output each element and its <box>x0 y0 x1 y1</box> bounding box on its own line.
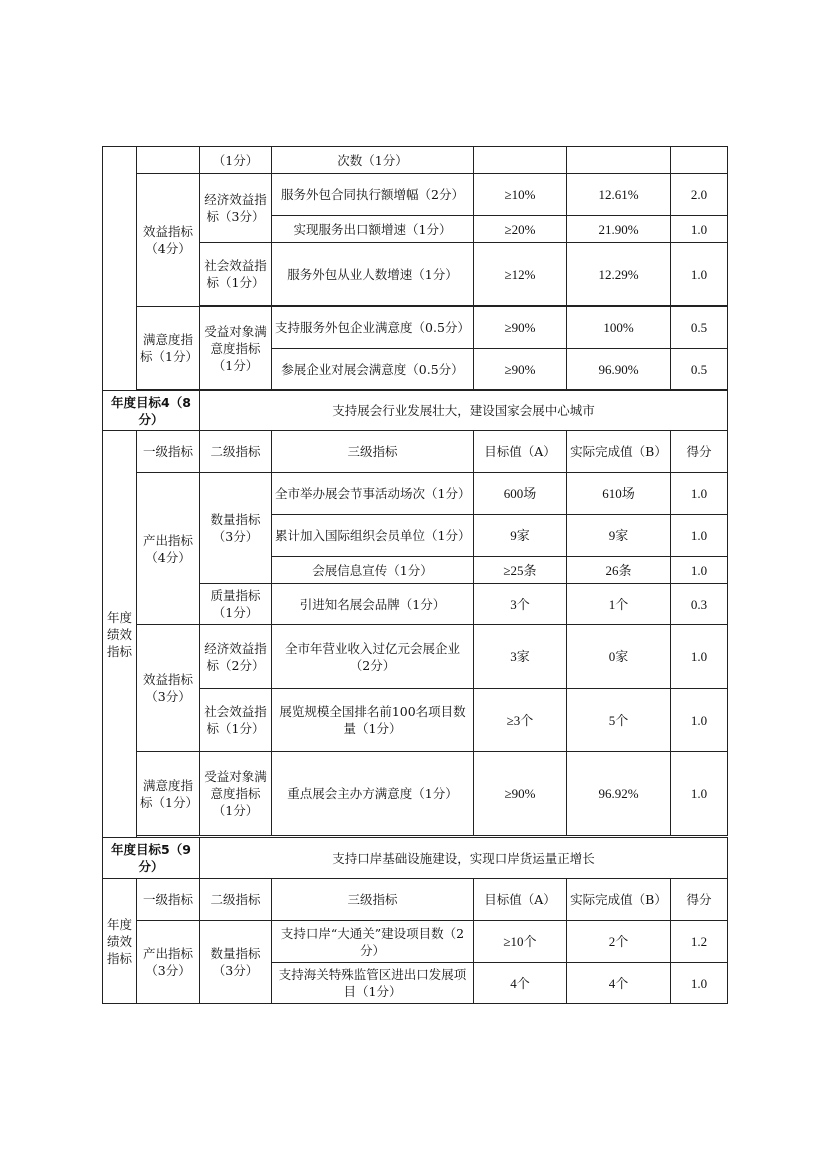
header-score: 得分 <box>671 431 728 473</box>
score-cell: 1.0 <box>671 752 728 836</box>
target-cell: ≥90% <box>474 349 567 390</box>
table-row-spacer <box>103 836 728 837</box>
level2-cell: 社会效益指标（1分） <box>200 243 272 306</box>
actual-cell: 100% <box>567 307 671 349</box>
actual-cell: 96.92% <box>567 752 671 836</box>
level1-cell: 产出指标（3分） <box>137 921 200 1004</box>
level2-cell: 受益对象满意度指标（1分） <box>200 307 272 390</box>
table-row <box>103 307 728 349</box>
table-row <box>103 174 728 216</box>
actual-cell: 21.90% <box>567 216 671 243</box>
level3-cell: 展览规模全国排名前100名项目数量（1分） <box>272 689 474 752</box>
header-target: 目标值（A） <box>474 879 567 921</box>
level3-cell: 会展信息宣传（1分） <box>272 557 474 584</box>
level1-cell-continued <box>137 147 200 174</box>
level3-cell: 引进知名展会品牌（1分） <box>272 584 474 625</box>
actual-cell: 96.90% <box>567 349 671 390</box>
actual-cell <box>567 147 671 174</box>
score-cell: 1.0 <box>671 243 728 306</box>
score-cell: 0.3 <box>671 584 728 625</box>
actual-cell: 0家 <box>567 625 671 689</box>
score-cell: 1.0 <box>671 689 728 752</box>
target-cell: 4个 <box>474 963 567 1004</box>
actual-cell: 1个 <box>567 584 671 625</box>
actual-cell: 4个 <box>567 963 671 1004</box>
header-target: 目标值（A） <box>474 431 567 473</box>
level1-cell: 效益指标（4分） <box>137 174 200 307</box>
level3-cell: 参展企业对展会满意度（0.5分） <box>272 349 474 390</box>
level1-cell: 满意度指标（1分） <box>137 752 200 836</box>
goal4-label: 年度目标4（8分） <box>103 391 200 431</box>
target-cell: ≥25条 <box>474 557 567 584</box>
goal-row <box>103 838 728 879</box>
score-cell: 1.0 <box>671 625 728 689</box>
level3-cell: 服务外包从业人数增速（1分） <box>272 243 474 306</box>
level3-cell: 服务外包合同执行额增幅（2分） <box>272 174 474 216</box>
header-l3: 三级指标 <box>272 431 474 473</box>
target-cell: ≥20% <box>474 216 567 243</box>
table-row <box>103 147 728 174</box>
actual-cell: 26条 <box>567 557 671 584</box>
target-cell: ≥12% <box>474 243 567 306</box>
side-cell: 年度绩效指标 <box>103 431 137 838</box>
level2-cell: 数量指标（3分） <box>200 473 272 584</box>
table-row <box>103 921 728 963</box>
target-cell: 3个 <box>474 584 567 625</box>
goal4-text: 支持展会行业发展壮大，建设国家会展中心城市 <box>200 391 728 431</box>
actual-cell: 5个 <box>567 689 671 752</box>
table-row <box>103 473 728 515</box>
target-cell: ≥3个 <box>474 689 567 752</box>
actual-cell: 2个 <box>567 921 671 963</box>
level3-cell: 支持服务外包企业满意度（0.5分） <box>272 307 474 349</box>
goal5-label: 年度目标5（9分） <box>103 838 200 879</box>
header-score: 得分 <box>671 879 728 921</box>
score-cell: 1.0 <box>671 557 728 584</box>
actual-cell: 610场 <box>567 473 671 515</box>
actual-cell: 12.61% <box>567 174 671 216</box>
level1-cell: 满意度指标（1分） <box>137 307 200 390</box>
target-cell: 600场 <box>474 473 567 515</box>
level1-cell: 效益指标（3分） <box>137 625 200 752</box>
header-l2: 二级指标 <box>200 879 272 921</box>
level3-cell: 实现服务出口额增速（1分） <box>272 216 474 243</box>
target-cell: ≥10% <box>474 174 567 216</box>
score-cell: 1.0 <box>671 515 728 557</box>
level2-cell: 经济效益指标（3分） <box>200 174 272 243</box>
level2-cell: 经济效益指标（2分） <box>200 625 272 689</box>
table-row <box>103 752 728 836</box>
score-cell: 1.2 <box>671 921 728 963</box>
score-cell: 0.5 <box>671 307 728 349</box>
level2-cell: 质量指标（1分） <box>200 584 272 625</box>
score-cell: 2.0 <box>671 174 728 216</box>
level1-cell: 产出指标（4分） <box>137 473 200 625</box>
side-cell-continued <box>103 147 137 391</box>
score-cell: 1.0 <box>671 963 728 1004</box>
header-row <box>103 431 728 473</box>
actual-cell: 12.29% <box>567 243 671 306</box>
header-actual: 实际完成值（B） <box>567 431 671 473</box>
score-cell: 1.0 <box>671 473 728 515</box>
target-cell: 9家 <box>474 515 567 557</box>
level2-cell: 数量指标（3分） <box>200 921 272 1004</box>
level2-cell: 社会效益指标（1分） <box>200 689 272 752</box>
target-cell: ≥90% <box>474 307 567 349</box>
goal-row <box>103 391 728 431</box>
level3-cell: 累计加入国际组织会员单位（1分） <box>272 515 474 557</box>
header-row <box>103 879 728 921</box>
header-l2: 二级指标 <box>200 431 272 473</box>
level3-cell: 重点展会主办方满意度（1分） <box>272 752 474 836</box>
level2-cell: （1分） <box>200 147 272 174</box>
header-l3: 三级指标 <box>272 879 474 921</box>
goal5-text: 支持口岸基础设施建设，实现口岸货运量正增长 <box>200 838 728 879</box>
table-row <box>103 625 728 689</box>
score-cell: 0.5 <box>671 349 728 390</box>
target-cell: ≥90% <box>474 752 567 836</box>
level3-cell: 次数（1分） <box>272 147 474 174</box>
level3-cell: 全市年营业收入过亿元会展企业（2分） <box>272 625 474 689</box>
level3-cell: 支持海关特殊监管区进出口发展项目（1分） <box>272 963 474 1004</box>
header-l1: 一级指标 <box>137 431 200 473</box>
target-cell: ≥10个 <box>474 921 567 963</box>
actual-cell: 9家 <box>567 515 671 557</box>
performance-indicator-table <box>102 146 728 1004</box>
header-l1: 一级指标 <box>137 879 200 921</box>
level2-cell: 受益对象满意度指标（1分） <box>200 752 272 836</box>
level3-cell: 支持口岸“大通关”建设项目数（2分） <box>272 921 474 963</box>
score-cell <box>671 147 728 174</box>
level3-cell: 全市举办展会节事活动场次（1分） <box>272 473 474 515</box>
target-cell: 3家 <box>474 625 567 689</box>
side-cell: 年度绩效指标 <box>103 879 137 1004</box>
score-cell: 1.0 <box>671 216 728 243</box>
header-actual: 实际完成值（B） <box>567 879 671 921</box>
target-cell <box>474 147 567 174</box>
